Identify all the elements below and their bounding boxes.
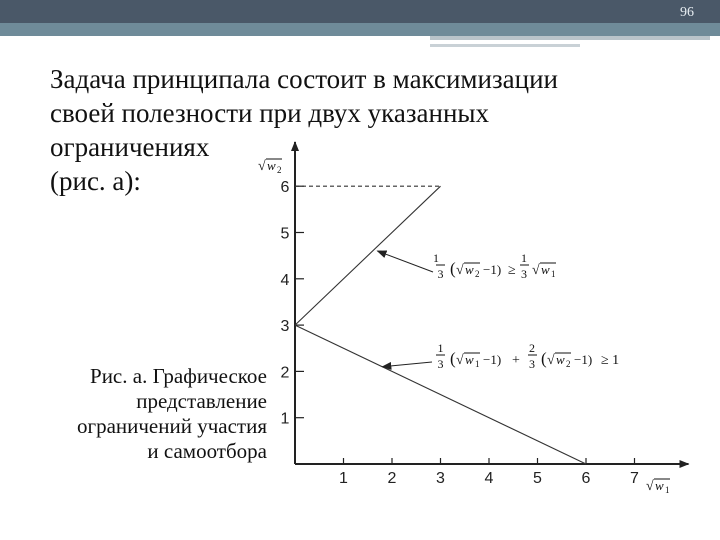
svg-text:√: √ (532, 263, 540, 278)
svg-text:√: √ (456, 263, 464, 278)
svg-text:1: 1 (665, 485, 670, 495)
svg-text:w: w (556, 352, 565, 367)
svg-text:+: + (512, 353, 520, 368)
heading-line: Задача принципала состоит в максимизации (50, 64, 558, 94)
annotation-incentive-constraint (436, 341, 619, 371)
y-tick-label: 4 (280, 271, 290, 289)
svg-text:√: √ (258, 159, 266, 174)
svg-text:2: 2 (277, 165, 282, 175)
annotation-arrow (382, 362, 432, 367)
caption-line: представление (136, 389, 267, 413)
svg-text:3: 3 (521, 267, 527, 281)
x-axis-label (646, 478, 670, 495)
svg-text:w: w (655, 478, 664, 493)
annotation-participation-constraint (433, 251, 556, 281)
svg-text:w: w (541, 262, 550, 277)
x-tick-label: 4 (484, 470, 494, 487)
x-tick-label: 1 (339, 470, 348, 487)
svg-text:1: 1 (433, 251, 439, 265)
svg-text:√: √ (456, 353, 464, 368)
svg-text:3: 3 (437, 357, 444, 371)
svg-text:1: 1 (437, 341, 444, 355)
svg-text:(: ( (541, 349, 547, 368)
svg-text:2: 2 (529, 341, 535, 355)
annotation-arrow (377, 251, 433, 272)
svg-text:√: √ (646, 479, 654, 494)
caption-line: Рис. а. Графическое (90, 364, 267, 388)
x-tick-label: 7 (630, 470, 639, 487)
svg-text:3: 3 (437, 267, 444, 281)
svg-text:(: ( (450, 349, 456, 368)
constraint-line-1 (295, 186, 441, 325)
x-tick-label: 3 (436, 470, 445, 487)
svg-text:1: 1 (521, 251, 527, 265)
svg-text:−1): −1) (483, 262, 502, 277)
x-tick-label: 6 (581, 470, 591, 487)
y-tick-label: 5 (280, 225, 290, 243)
svg-text:1: 1 (475, 359, 480, 369)
svg-text:w: w (465, 262, 474, 277)
caption-line: ограничений участия (76, 414, 267, 438)
svg-text:(: ( (450, 259, 456, 278)
slide-number: 96 (680, 5, 694, 20)
y-tick-label: 2 (280, 364, 290, 382)
svg-text:≥ 1: ≥ 1 (601, 353, 620, 368)
heading-line: (рис. а): (50, 166, 141, 196)
svg-text:w: w (465, 352, 474, 367)
svg-text:w: w (267, 158, 276, 173)
caption-line: и самоотбора (147, 439, 267, 463)
x-tick-label: 5 (533, 470, 542, 487)
svg-text:2: 2 (566, 359, 571, 369)
heading-line: ограничениях (50, 132, 210, 162)
y-axis-label (258, 158, 282, 175)
svg-text:3: 3 (529, 357, 535, 371)
svg-text:−1): −1) (574, 352, 593, 367)
y-tick-label: 1 (280, 410, 290, 428)
y-tick-label: 3 (280, 318, 290, 336)
svg-text:2: 2 (475, 269, 480, 279)
svg-text:≥: ≥ (508, 263, 516, 278)
svg-text:1: 1 (551, 269, 556, 279)
svg-text:−1): −1) (483, 352, 502, 367)
svg-text:√: √ (547, 353, 555, 368)
y-tick-label: 6 (280, 179, 290, 197)
heading-line: своей полезности при двух указанных (50, 98, 490, 128)
x-tick-label: 2 (387, 470, 397, 487)
